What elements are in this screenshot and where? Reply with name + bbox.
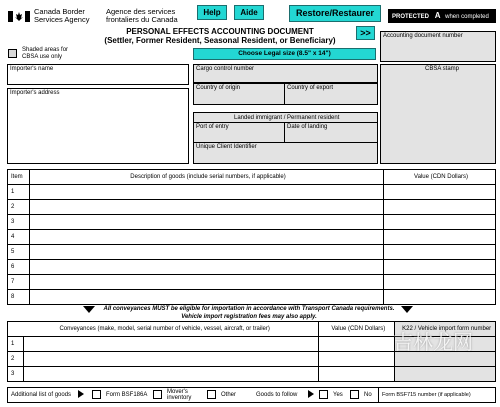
port-of-entry-field: Port of entry [193,122,285,143]
landed-immigrant-header: Landed immigrant / Permanent resident [193,112,378,123]
table-row: 3 [8,367,496,382]
other-checkbox[interactable] [207,390,216,399]
table-row: 2 [8,352,496,367]
aide-button[interactable]: Aide [234,5,264,20]
goods-to-follow-label: Goods to follow [256,392,298,398]
description-header: Description of goods (include serial numbers, if applicable) [30,170,384,185]
cbsa-stamp-field: CBSA stamp [380,64,496,164]
additional-list-label: Additional list of goods [11,392,72,398]
country-of-export-field: Country of export [284,83,378,105]
table-row: 8 [8,290,496,305]
item-header: Item [8,170,30,185]
canada-flag-icon [8,9,30,20]
restore-button[interactable]: Restore/Restaurer [289,5,381,22]
arrow-right-icon [308,390,314,398]
table-row: 1 [8,185,496,200]
accounting-document-number-field: Accounting document number [380,31,496,62]
protected-banner: PROTECTED A when completed [388,9,496,23]
shaded-area-swatch [8,49,17,58]
goods-table-header [8,170,496,185]
table-row: 4 [8,230,496,245]
movers-inventory-label: Mover's inventory [167,389,192,401]
watermark: 吉林龙网 [393,330,473,354]
form-title: PERSONAL EFFECTS ACCOUNTING DOCUMENT (Settler, Former Resident, Seasonal Resident, or Beneficiary) [104,27,336,45]
shaded-areas-note: Shaded areas for CBSA use only [22,47,69,60]
yes-label: Yes [333,392,343,398]
help-button[interactable]: Help [197,5,227,20]
next-button[interactable]: >> [356,26,375,40]
yes-checkbox[interactable] [319,390,328,399]
agency-name-en: Canada Border Services Agency [34,7,90,24]
table-row: 3 [8,215,496,230]
table-row: 2 [8,200,496,215]
other-label: Other [221,392,237,398]
form-bsf186a-label: Form BSF186A [106,392,148,398]
value-header: Value (CDN Dollars) [384,170,496,185]
table-row: 5 [8,245,496,260]
date-of-landing-field: Date of landing [284,122,378,143]
arrow-right-icon [78,390,84,398]
agency-name-fr: Agence des services frontaliers du Canada [106,7,178,24]
country-of-origin-field: Country of origin [193,83,285,105]
arrow-down-icon [83,306,95,313]
table-row: 6 [8,260,496,275]
form-bsf186a-checkbox[interactable] [92,390,101,399]
unique-client-identifier-field: Unique Client Identifier [193,142,378,164]
no-checkbox[interactable] [350,390,359,399]
cargo-control-number-field: Cargo control number [193,64,378,83]
arrow-down-icon [401,306,413,313]
conveyance-value-header: Value (CDN Dollars) [319,322,395,337]
conveyance-header: Conveyances (make, model, serial number of vehicle, vessel, aircraft, or trailer) [8,322,319,337]
importer-name-field[interactable]: Importer's name [7,64,189,85]
goods-table [7,169,496,305]
k22-header: K22 / Vehicle import form number [395,322,496,337]
legal-size-button[interactable]: Choose Legal size (8.5" x 14") [193,48,376,60]
table-row: 1 [8,337,496,352]
table-row: 7 [8,275,496,290]
no-label: No [364,392,372,398]
conveyance-notice: All conveyances MUST be eligible for importation in accordance with Transport Canada requirements. Vehicle import registration fees may also apply. [103,306,395,320]
movers-inventory-checkbox[interactable] [153,390,162,399]
importer-address-field[interactable]: Importer's address [7,88,189,164]
bsf715-label: Form BSF715 number (if applicable) [382,392,471,398]
bsf715-field[interactable] [378,387,496,403]
